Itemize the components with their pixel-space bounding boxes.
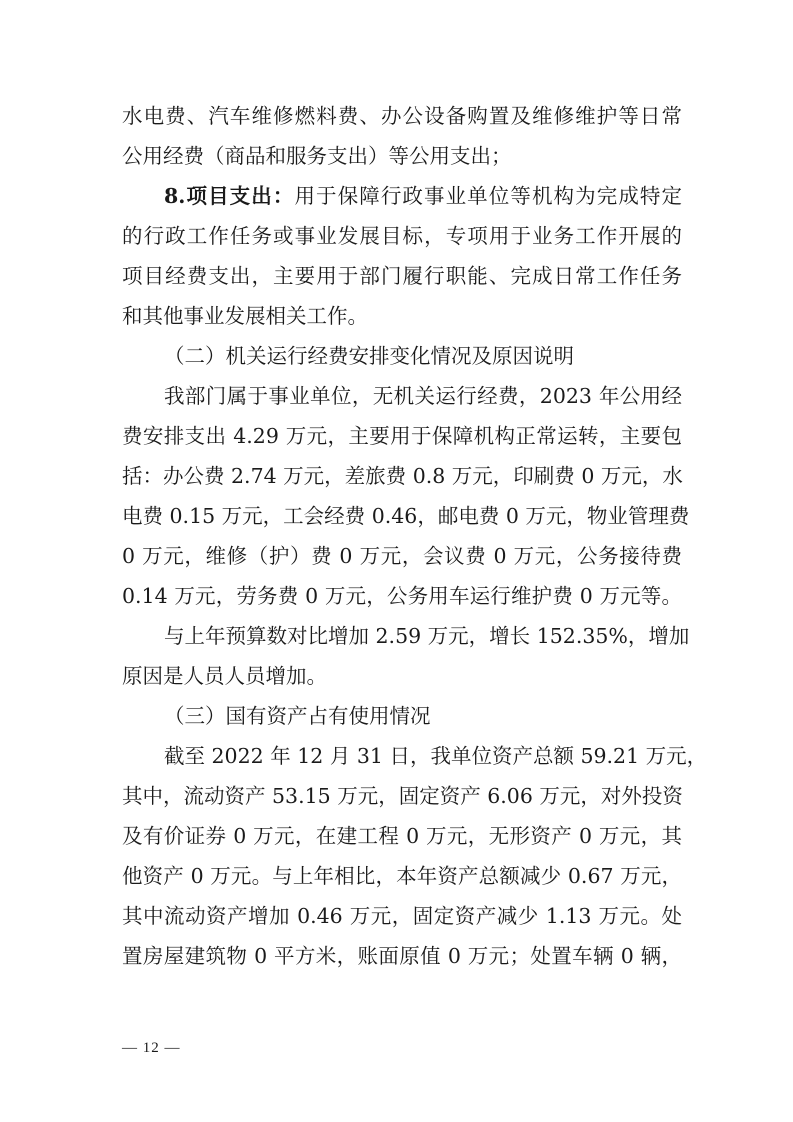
paragraph-line: 0.14 万元，劳务费 0 万元，公务用车运行维护费 0 万元等。 bbox=[122, 584, 682, 608]
paragraph-line: 原因是人员人员增加。 bbox=[122, 664, 327, 688]
paragraph-line: 及有价证券 0 万元，在建工程 0 万元，无形资产 0 万元，其 bbox=[122, 824, 682, 848]
paragraph-line: 其中，流动资产 53.15 万元，固定资产 6.06 万元，对外投资 bbox=[122, 784, 683, 808]
document-body bbox=[122, 96, 708, 976]
section-heading: （二）机关运行经费安排变化情况及原因说明 bbox=[164, 344, 574, 368]
section-heading: （三）国有资产占有使用情况 bbox=[164, 704, 431, 728]
page-number: — 12 — bbox=[122, 1040, 181, 1056]
paragraph-line: 括：办公费 2.74 万元，差旅费 0.8 万元，印刷费 0 万元，水 bbox=[122, 464, 683, 488]
paragraph-line: 和其他事业发展相关工作。 bbox=[122, 304, 368, 328]
paragraph-line: 他资产 0 万元。与上年相比，本年资产总额减少 0.67 万元， bbox=[122, 864, 682, 888]
paragraph-line: 与上年预算数对比增加 2.59 万元，增长 152.35%，增加 bbox=[164, 624, 690, 648]
paragraph-line: 置房屋建筑物 0 平方米，账面原值 0 万元；处置车辆 0 辆， bbox=[122, 944, 682, 968]
paragraph-line: 0 万元，维修（护）费 0 万元，会议费 0 万元，公务接待费 bbox=[122, 544, 682, 568]
paragraph-line: 电费 0.15 万元，工会经费 0.46，邮电费 0 万元，物业管理费 bbox=[122, 504, 690, 528]
paragraph-line: 公用经费（商品和服务支出）等公用支出； bbox=[122, 144, 512, 168]
paragraph-line: 项目经费支出，主要用于部门履行职能、完成日常工作任务 bbox=[122, 264, 682, 288]
paragraph-line: 我部门属于事业单位，无机关运行经费，2023 年公用经 bbox=[164, 384, 682, 408]
paragraph-line: 费安排支出 4.29 万元，主要用于保障机构正常运转，主要包 bbox=[122, 424, 682, 448]
paragraph-line: 水电费、汽车维修燃料费、办公设备购置及维修维护等日常 bbox=[122, 104, 682, 128]
paragraph-line: 其中流动资产增加 0.46 万元，固定资产减少 1.13 万元。处 bbox=[122, 904, 682, 928]
paragraph-line bbox=[122, 176, 682, 216]
item-label: 8.项目支出： bbox=[164, 184, 295, 208]
paragraph-text: 用于保障行政事业单位等机构为完成特定 bbox=[294, 184, 682, 208]
paragraph-line: 的行政工作任务或事业发展目标，专项用于业务工作开展的 bbox=[122, 224, 682, 248]
paragraph-line: 截至 2022 年 12 月 31 日，我单位资产总额 59.21 万元， bbox=[164, 744, 708, 768]
